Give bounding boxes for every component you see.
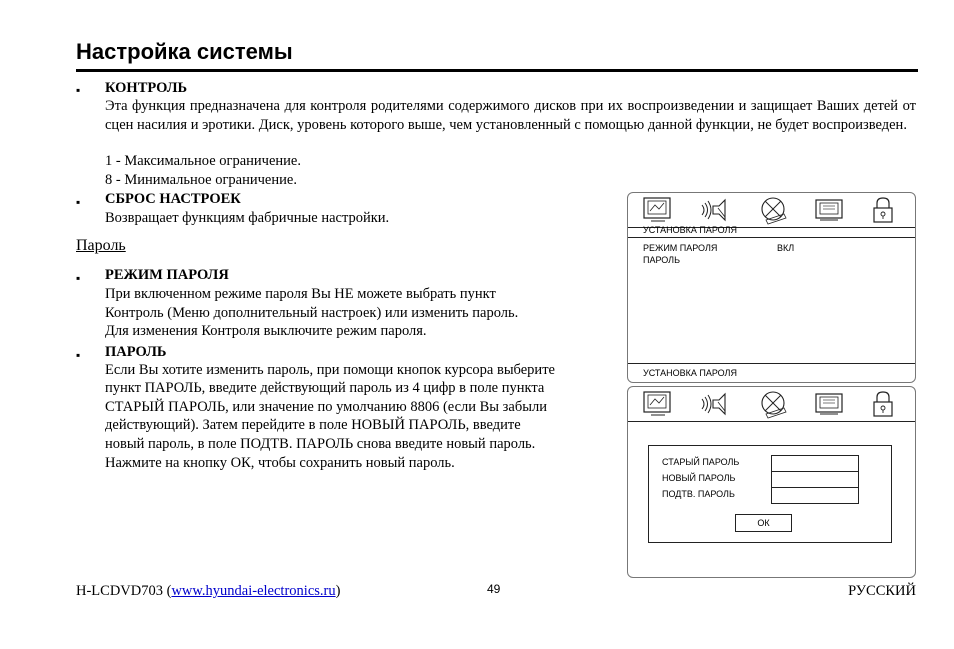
general-setup-icon	[641, 389, 675, 419]
control-level-8: 8 - Минимальное ограничение.	[105, 172, 297, 188]
video-setup-icon	[756, 195, 790, 225]
osd-divider	[628, 363, 915, 364]
footer-model	[76, 582, 340, 600]
control-body: Эта функция предназначена для контроля родителями содержимого дисков при их воспроизведении и защищает Ваших детей от сцен насилия и эротики. Диск, уровень которого выше, чем установленный с помощью данной функции, не будет воспроизведен.	[105, 98, 916, 133]
osd-icon-bar	[628, 387, 915, 422]
bullet: ▪	[76, 83, 81, 97]
old-password-field[interactable]	[771, 455, 859, 472]
password-line: СТАРЫЙ ПАРОЛЬ, или значение по умолчанию 8806 (если Вы забыли	[105, 399, 547, 415]
password-mode-heading: РЕЖИМ ПАРОЛЯ	[105, 267, 229, 283]
confirm-password-field[interactable]	[771, 487, 859, 504]
password-line: новый пароль, в поле ПОДТВ. ПАРОЛЬ снова введите новый пароль.	[105, 436, 536, 452]
website-link[interactable]: www.hyundai-electronics.ru	[171, 583, 336, 599]
password-mode-value[interactable]: ВКЛ	[777, 243, 795, 253]
preference-setup-icon	[812, 195, 846, 225]
osd-status-text: УСТАНОВКА ПАРОЛЯ	[643, 368, 737, 378]
password-section-title: Пароль	[76, 237, 126, 254]
new-password-field[interactable]	[771, 471, 859, 488]
confirm-password-label: ПОДТВ. ПАРОЛЬ	[662, 489, 735, 499]
osd-divider	[628, 237, 915, 238]
osd-menu-title: УСТАНОВКА ПАРОЛЯ	[643, 225, 737, 235]
bullet: ▪	[76, 271, 81, 285]
reset-heading: СБРОС НАСТРОЕК	[105, 191, 241, 207]
osd-screen-change-password	[627, 386, 916, 578]
preference-setup-icon	[812, 389, 846, 419]
new-password-label: НОВЫЙ ПАРОЛЬ	[662, 473, 736, 483]
password-line: пункт ПАРОЛЬ, введите действующий пароль из 4 цифр в поле пункта	[105, 380, 545, 396]
osd-icon-bar	[628, 193, 915, 228]
password-line: действующий). Затем перейдите в поле НОВЫЙ ПАРОЛЬ, введите	[105, 417, 521, 433]
audio-setup-icon	[698, 389, 732, 419]
password-menu-item[interactable]: ПАРОЛЬ	[643, 255, 680, 265]
footer-model-text: H-LCDVD703 (	[76, 583, 172, 599]
title-divider	[76, 69, 918, 72]
password-setup-icon	[866, 195, 900, 225]
bullet: ▪	[76, 195, 81, 209]
footer-model-close: )	[335, 583, 341, 599]
footer-language: РУССКИЙ	[848, 583, 916, 599]
control-heading: КОНТРОЛЬ	[105, 80, 188, 96]
osd-screen-password-mode	[627, 192, 916, 383]
control-level-1: 1 - Максимальное ограничение.	[105, 153, 301, 169]
password-heading: ПАРОЛЬ	[105, 344, 167, 360]
reset-body: Возвращает функциям фабричные настройки.	[105, 210, 390, 226]
page-number: 49	[487, 582, 501, 596]
page-title: Настройка системы	[76, 39, 293, 64]
ok-button[interactable]: ОК	[735, 514, 792, 532]
old-password-label: СТАРЫЙ ПАРОЛЬ	[662, 457, 740, 467]
password-mode-label[interactable]: РЕЖИМ ПАРОЛЯ	[643, 243, 718, 253]
password-setup-icon	[866, 389, 900, 419]
password-mode-line: Для изменения Контроля выключите режим пароля.	[105, 323, 427, 339]
audio-setup-icon	[698, 195, 732, 225]
password-line: Нажмите на кнопку ОК, чтобы сохранить новый пароль.	[105, 455, 455, 471]
password-mode-line: При включенном режиме пароля Вы НЕ можете выбрать пункт	[105, 286, 496, 302]
bullet: ▪	[76, 348, 81, 362]
video-setup-icon	[756, 389, 790, 419]
password-mode-line: Контроль (Меню дополнительный настроек) или изменить пароль.	[105, 305, 519, 321]
password-dialog	[648, 445, 892, 543]
password-line: Если Вы хотите изменить пароль, при помощи кнопок курсора выберите	[105, 362, 555, 378]
general-setup-icon	[641, 195, 675, 225]
